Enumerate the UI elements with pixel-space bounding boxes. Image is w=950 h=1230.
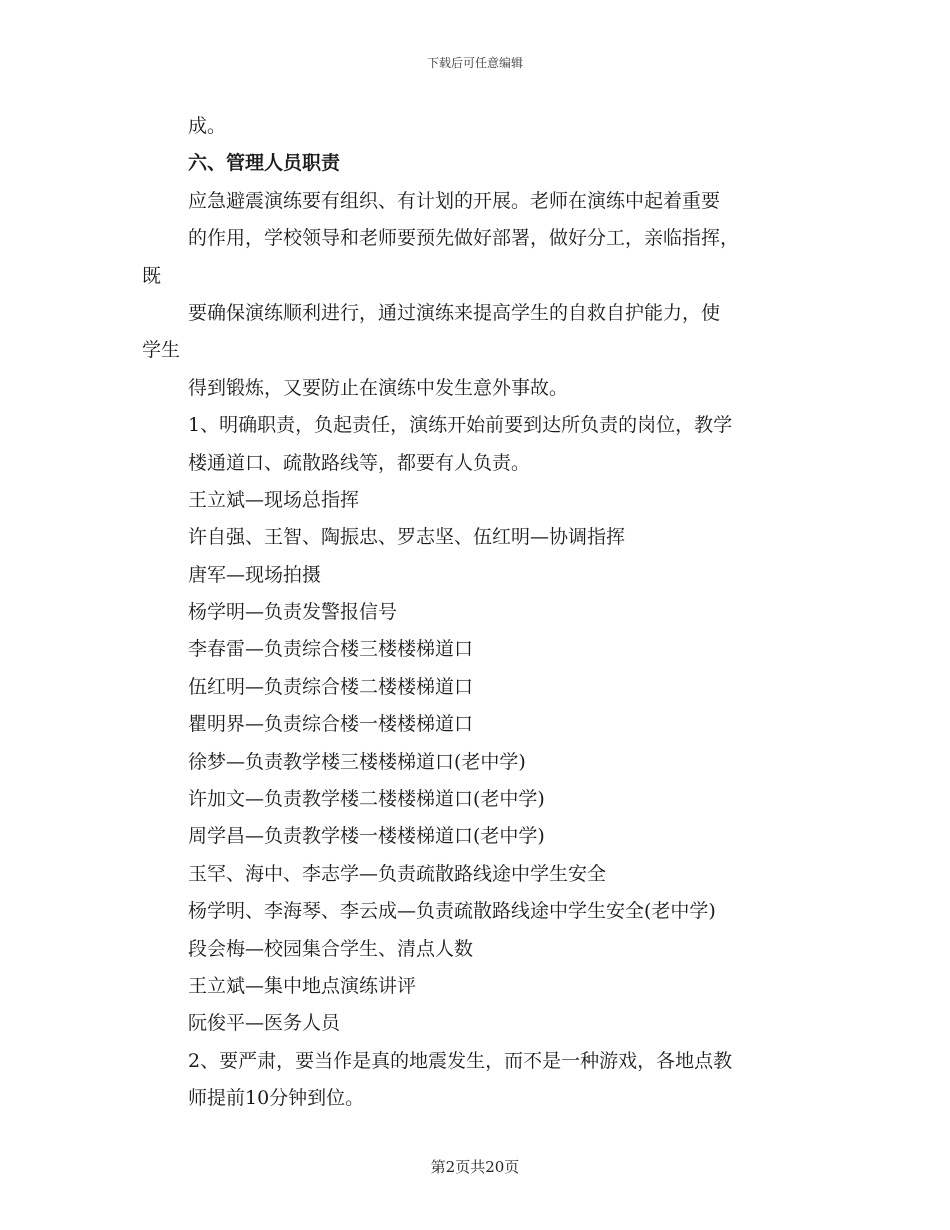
paragraph-line: 许自强、王智、陶振忠、罗志坚、伍红明—协调指挥 — [188, 526, 626, 549]
page-header-note: 下载后可任意编辑 — [426, 56, 523, 70]
paragraph-line: 成。 — [188, 115, 227, 137]
paragraph-line: 王立斌—集中地点演练讲评 — [188, 974, 417, 997]
paragraph-line: 的作用，学校领导和老师要预先做好部署，做好分工，亲临指挥， — [188, 227, 740, 250]
paragraph-line: 玉罕、海中、李志学—负责疏散路线途中学生安全 — [188, 862, 607, 885]
paragraph-line: 杨学明、李海琴、李云成—负责疏散路线途中学生安全(老中学) — [188, 900, 716, 923]
paragraph-line: 段会梅—校园集合学生、清点人数 — [188, 937, 474, 960]
document-body — [142, 108, 832, 1118]
page-number: 第2页共20页 — [430, 1158, 520, 1176]
section-heading: 六、管理人员职责 — [188, 152, 341, 175]
paragraph-line: 1、明确职责，负起责任，演练开始前要到达所负责的岗位，教学 — [188, 414, 733, 437]
paragraph-line: 伍红明—负责综合楼二楼楼梯道口 — [188, 675, 474, 698]
paragraph-line: 楼通道口、疏散路线等，都要有人负责。 — [188, 451, 531, 474]
paragraph-line: 应急避震演练要有组织、有计划的开展。老师在演练中起着重要 — [188, 189, 721, 212]
paragraph-line: 得到锻炼，又要防止在演练中发生意外事故。 — [188, 376, 569, 399]
paragraph-line: 唐军—现场拍摄 — [188, 563, 322, 586]
paragraph-line: 王立斌—现场总指挥 — [188, 488, 360, 511]
paragraph-line: 师提前10分钟到位。 — [188, 1087, 365, 1110]
paragraph-line: 徐梦—负责教学楼三楼楼梯道口(老中学) — [188, 750, 526, 773]
paragraph-line: 李春雷—负责综合楼三楼楼梯道口 — [188, 638, 474, 661]
paragraph-line: 既 — [142, 264, 162, 287]
paragraph-line: 许加文—负责教学楼二楼楼梯道口(老中学) — [188, 788, 545, 811]
paragraph-line: 要确保演练顺利进行，通过演练来提高学生的自救自护能力，使 — [188, 301, 721, 324]
paragraph-line: 2、要严肃，要当作是真的地震发生，而不是一种游戏，各地点教 — [188, 1049, 733, 1072]
paragraph-line: 阮俊平—医务人员 — [188, 1012, 341, 1035]
paragraph-line: 瞿明界—负责综合楼一楼楼梯道口 — [188, 713, 474, 736]
paragraph-line: 杨学明—负责发警报信号 — [188, 601, 398, 624]
paragraph-line: 周学昌—负责教学楼一楼楼梯道口(老中学) — [188, 825, 545, 848]
paragraph-line: 学生 — [142, 339, 181, 362]
